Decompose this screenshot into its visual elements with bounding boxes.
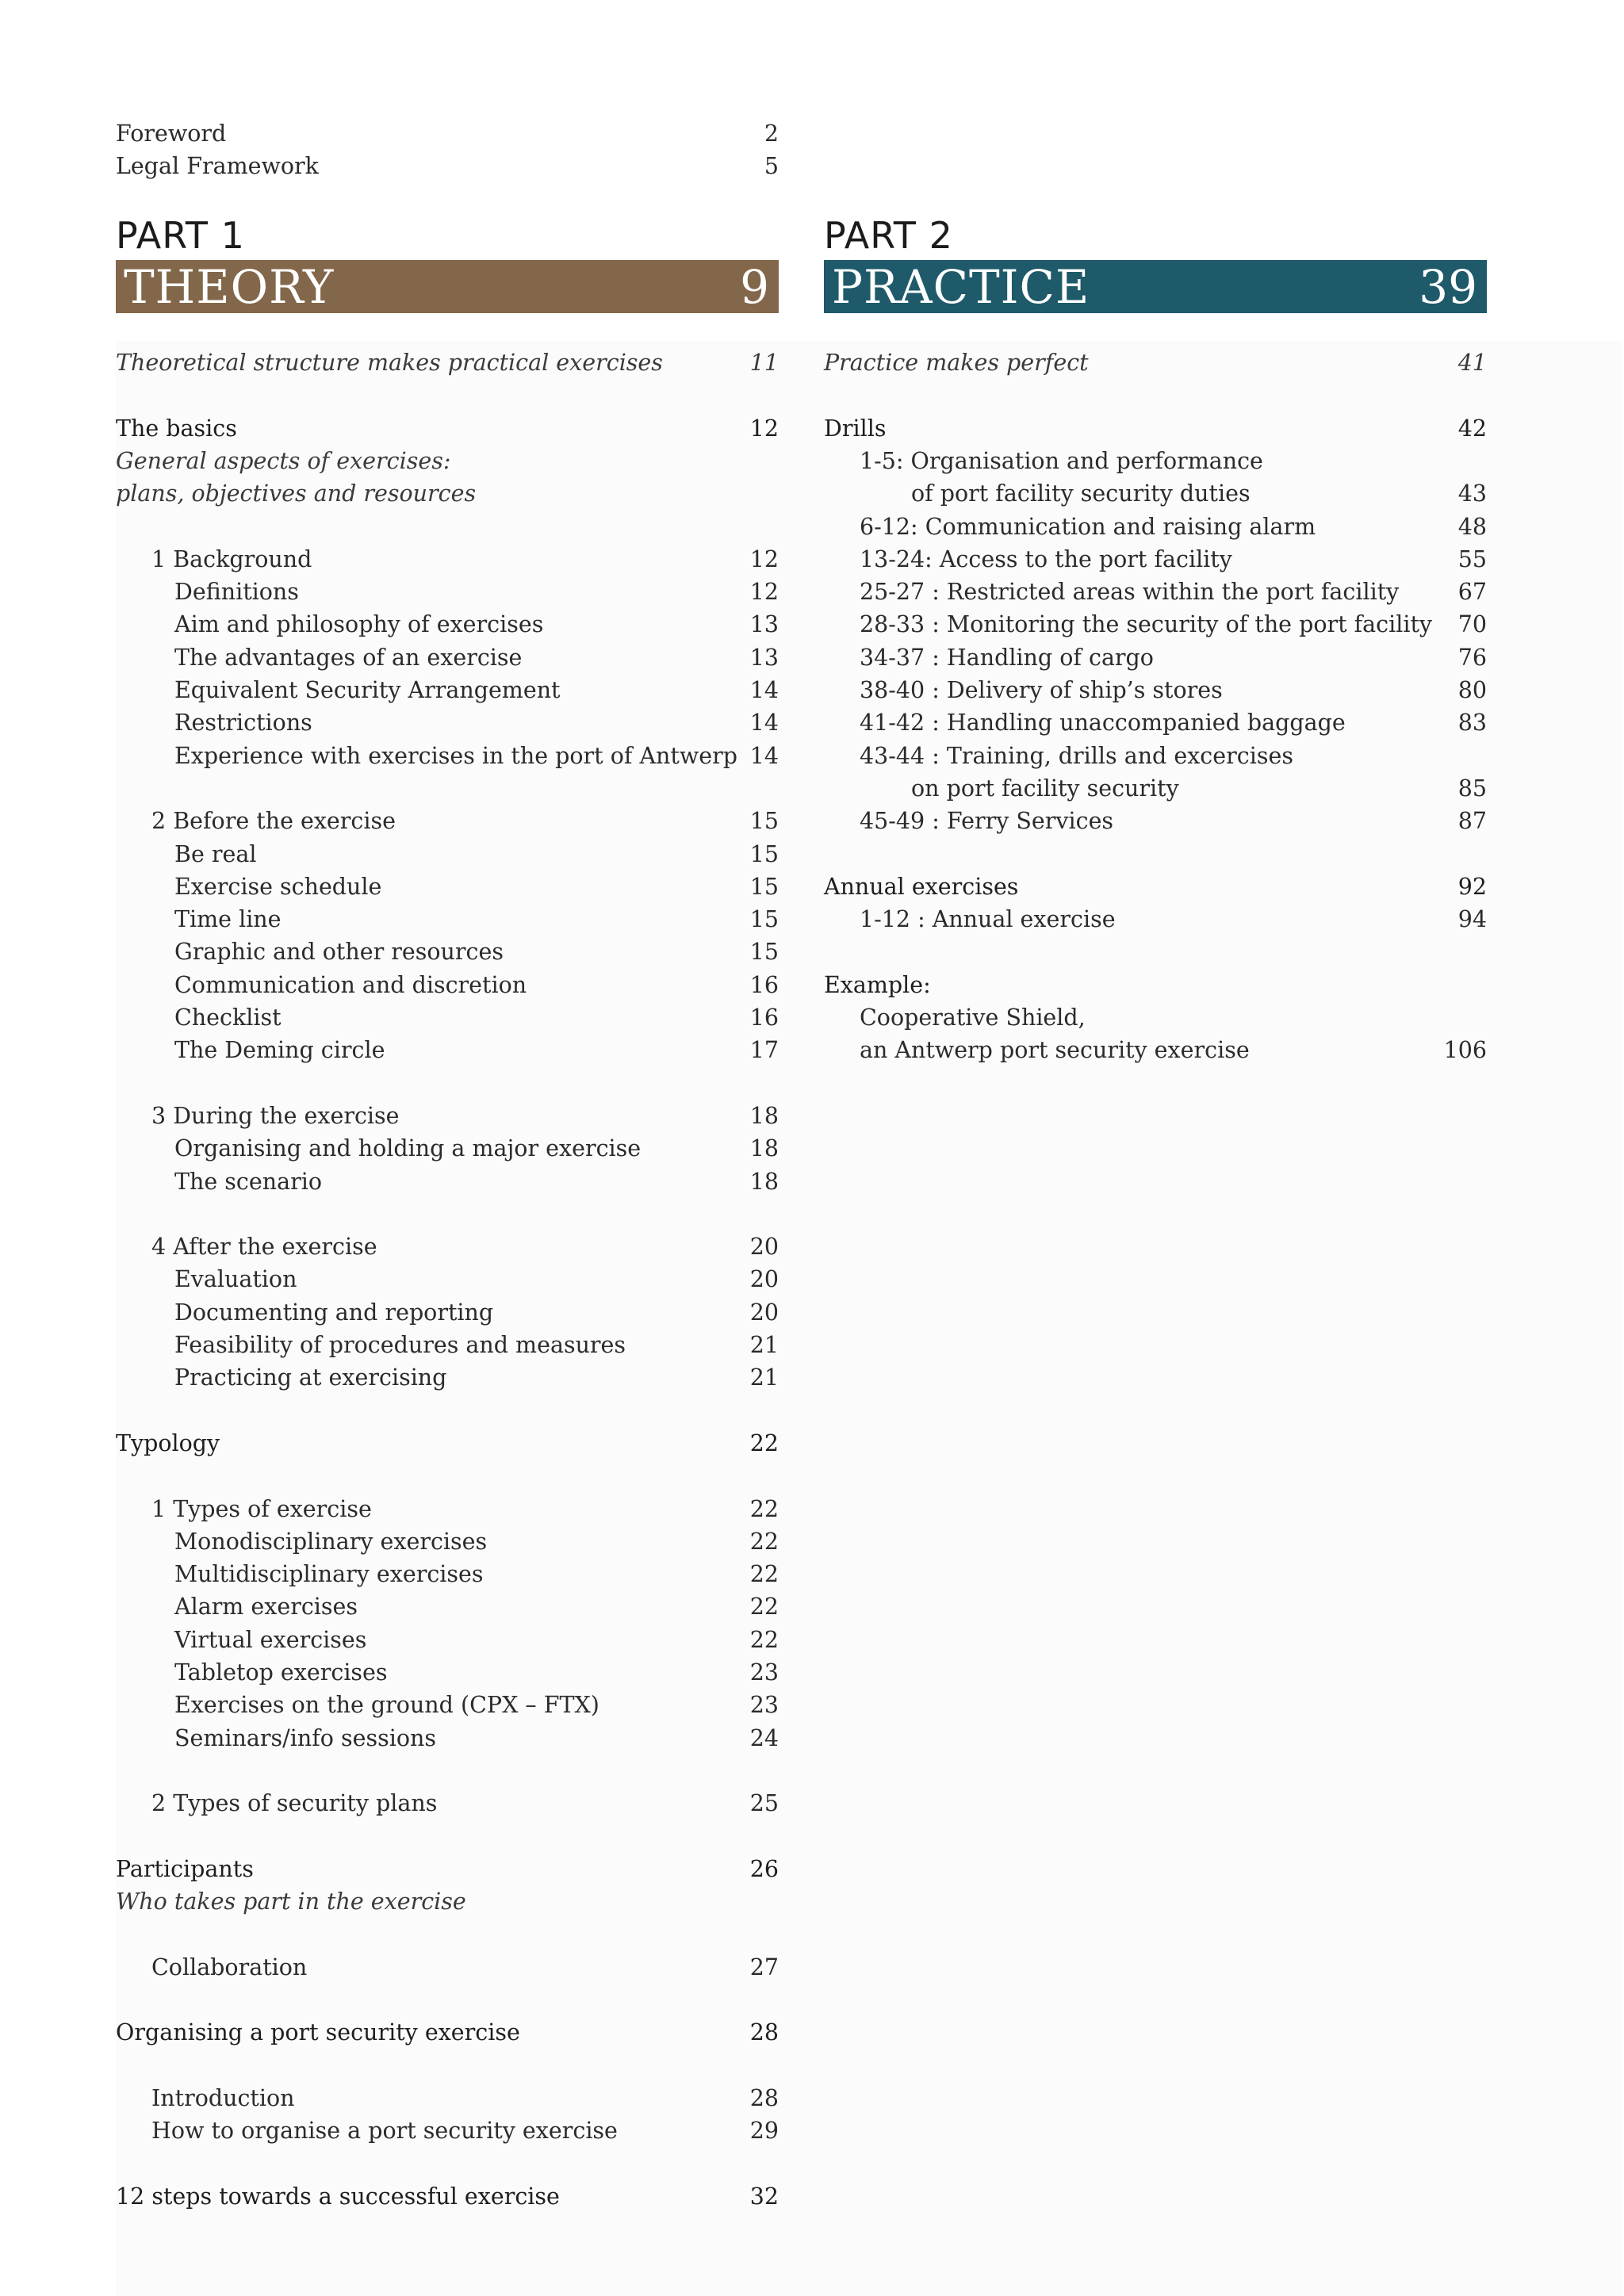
- toc-entry[interactable]: [116, 412, 779, 445]
- part2-page-number: 39: [1419, 260, 1477, 314]
- toc-entry-page-number: 23: [749, 1659, 779, 1686]
- toc-entry[interactable]: [116, 1525, 779, 1558]
- toc-entry[interactable]: [824, 641, 1487, 674]
- part2-title: PRACTICE: [832, 260, 1090, 314]
- toc-entry[interactable]: [116, 1100, 779, 1132]
- toc-entry[interactable]: [116, 1132, 779, 1165]
- toc-entry[interactable]: [824, 1001, 1487, 1034]
- toc-entry-title: 13-24: Access to the port facility: [860, 545, 1232, 572]
- toc-entry[interactable]: [116, 1001, 779, 1034]
- toc-entry[interactable]: [116, 2082, 779, 2114]
- toc-entry-title: Definitions: [174, 579, 299, 606]
- toc-entry-title: Tabletop exercises: [174, 1659, 388, 1686]
- part1-page-number: 9: [740, 260, 769, 314]
- toc-entry-title: The advantages of an exercise: [174, 644, 523, 671]
- toc-entry[interactable]: [824, 969, 1487, 1001]
- toc-entry[interactable]: [116, 1656, 779, 1689]
- toc-entry-page-number: 26: [749, 1855, 779, 1882]
- toc-entry[interactable]: [116, 1361, 779, 1394]
- toc-entry-page-number: 67: [1457, 579, 1487, 606]
- toc-entry-page-number: 18: [749, 1102, 779, 1129]
- toc-entry[interactable]: [824, 1034, 1487, 1066]
- toc-entry[interactable]: [116, 346, 779, 379]
- toc-entry-title: 12 steps towards a successful exercise: [116, 2183, 560, 2210]
- toc-entry-page-number: 11: [749, 350, 779, 376]
- toc-entry-title: Multidisciplinary exercises: [174, 1561, 484, 1588]
- toc-entry-page-number: 20: [749, 1234, 779, 1261]
- toc-entry-title: 38-40 : Delivery of ship’s stores: [860, 677, 1223, 703]
- toc-entry-title: Equivalent Security Arrangement: [174, 677, 561, 703]
- toc-entry-page-number: 23: [749, 1692, 779, 1719]
- toc-entry-page-number: 21: [749, 1332, 779, 1358]
- toc-entry[interactable]: [824, 740, 1487, 772]
- toc-entry-page-number: 87: [1457, 808, 1487, 835]
- toc-entry[interactable]: [116, 1624, 779, 1656]
- toc-entry-page-number: 20: [749, 1266, 779, 1293]
- toc-entry-title: 34-37 : Handling of cargo: [860, 644, 1154, 671]
- toc-entry-page-number: 27: [749, 1954, 779, 1980]
- toc-entry[interactable]: [116, 1165, 779, 1198]
- toc-entry-page-number: 15: [749, 840, 779, 867]
- toc-entry-title: Foreword: [116, 121, 227, 147]
- toc-entry[interactable]: [824, 346, 1487, 379]
- toc-entry-page-number: 15: [749, 906, 779, 933]
- toc-entry[interactable]: [116, 117, 779, 150]
- toc-entry-page-number: 70: [1457, 611, 1487, 638]
- toc-entry-page-number: 12: [749, 415, 779, 442]
- toc-entry-title: Drills: [824, 415, 887, 442]
- toc-entry[interactable]: [824, 412, 1487, 445]
- toc-entry[interactable]: [116, 2180, 779, 2213]
- toc-entry-title: Communication and discretion: [174, 971, 527, 998]
- toc-entry-title: The basics: [116, 415, 237, 442]
- toc-entry-page-number: 14: [749, 710, 779, 737]
- toc-entry-title: Monodisciplinary exercises: [174, 1528, 488, 1555]
- toc-entry-page-number: 15: [749, 939, 779, 966]
- toc-entry[interactable]: [116, 1230, 779, 1263]
- toc-entry[interactable]: [116, 1885, 779, 1918]
- toc-entry-title: plans, objectives and resources: [116, 480, 477, 507]
- toc-entry-title: The scenario: [174, 1168, 322, 1195]
- toc-entry-title: 43-44 : Training, drills and excercises: [860, 742, 1293, 769]
- toc-entry[interactable]: [116, 2016, 779, 2049]
- toc-entry[interactable]: [824, 674, 1487, 706]
- toc-entry-page-number: 85: [1457, 775, 1487, 802]
- toc-entry-title: 1 Types of exercise: [151, 1495, 372, 1522]
- toc-entry[interactable]: [116, 641, 779, 674]
- toc-entry-title: Time line: [174, 906, 282, 933]
- toc-entry[interactable]: [116, 1296, 779, 1329]
- toc-entry-page-number: 17: [749, 1037, 779, 1064]
- toc-entry-page-number: 5: [764, 153, 779, 180]
- toc-entry-title: on port facility security: [911, 775, 1179, 802]
- part1-label: PART 1: [116, 214, 245, 257]
- toc-entry[interactable]: [824, 511, 1487, 543]
- toc-entry[interactable]: [116, 1034, 779, 1066]
- toc-entry-title: 4 After the exercise: [151, 1234, 377, 1261]
- toc-entry[interactable]: [116, 150, 779, 182]
- toc-entry-title: 6-12: Communication and raising alarm: [860, 513, 1316, 540]
- toc-entry-page-number: 22: [749, 1528, 779, 1555]
- toc-entry[interactable]: [116, 969, 779, 1001]
- toc-entry[interactable]: [116, 1951, 779, 1984]
- toc-entry[interactable]: [824, 608, 1487, 641]
- toc-entry-title: Practicing at exercising: [174, 1364, 447, 1391]
- toc-entry[interactable]: [116, 1558, 779, 1590]
- toc-entry-page-number: 48: [1457, 513, 1487, 540]
- toc-entry-title: Checklist: [174, 1004, 282, 1031]
- toc-entry-title: 1 Background: [151, 545, 312, 572]
- toc-entry[interactable]: [116, 706, 779, 739]
- toc-entry[interactable]: [824, 805, 1487, 837]
- toc-entry[interactable]: [116, 1263, 779, 1295]
- toc-entry-title: Legal Framework: [116, 153, 319, 180]
- toc-entry-title: Graphic and other resources: [174, 939, 504, 966]
- toc-entry-title: Cooperative Shield,: [860, 1004, 1086, 1031]
- part2-label: PART 2: [824, 214, 953, 257]
- toc-entry-title: Example:: [824, 971, 931, 998]
- toc-entry-page-number: 21: [749, 1364, 779, 1391]
- toc-entry-page-number: 25: [749, 1790, 779, 1817]
- toc-entry-page-number: 20: [749, 1299, 779, 1326]
- toc-entry[interactable]: [116, 477, 779, 510]
- toc-entry-title: Restrictions: [174, 710, 312, 737]
- toc-entry[interactable]: [116, 543, 779, 576]
- toc-entry-page-number: 12: [749, 579, 779, 606]
- toc-entry[interactable]: [116, 1689, 779, 1721]
- toc-entry-page-number: 43: [1457, 480, 1487, 507]
- toc-entry-title: Collaboration: [151, 1954, 308, 1980]
- toc-entry-page-number: 18: [749, 1135, 779, 1162]
- toc-entry-page-number: 16: [749, 1004, 779, 1031]
- toc-entry-page-number: 28: [749, 2084, 779, 2111]
- toc-entry-page-number: 92: [1457, 873, 1487, 900]
- toc-entry-title: Typology: [116, 1429, 220, 1456]
- toc-entry-page-number: 41: [1457, 350, 1487, 376]
- toc-entry-page-number: 94: [1457, 906, 1487, 933]
- toc-entry-title: 45-49 : Ferry Services: [860, 808, 1114, 835]
- toc-entry-title: General aspects of exercises:: [116, 447, 451, 474]
- toc-entry-title: Participants: [116, 1855, 254, 1882]
- toc-entry-title: Experience with exercises in the port of Antwerp: [174, 742, 737, 769]
- toc-entry-title: Organising a port security exercise: [116, 2019, 520, 2046]
- toc-entry-page-number: 13: [749, 611, 779, 638]
- toc-entry-page-number: 76: [1457, 644, 1487, 671]
- toc-entry[interactable]: [824, 772, 1487, 805]
- toc-entry[interactable]: [116, 1493, 779, 1525]
- toc-entry-page-number: 83: [1457, 710, 1487, 737]
- toc-entry-title: Seminars/info sessions: [174, 1724, 436, 1751]
- toc-entry-title: Feasibility of procedures and measures: [174, 1332, 626, 1358]
- toc-entry-title: Practice makes perfect: [824, 350, 1089, 376]
- toc-entry[interactable]: [116, 674, 779, 706]
- toc-entry-page-number: 15: [749, 808, 779, 835]
- toc-entry[interactable]: [824, 576, 1487, 608]
- toc-entry-page-number: 42: [1457, 415, 1487, 442]
- toc-entry[interactable]: [116, 1427, 779, 1460]
- toc-entry-title: How to organise a port security exercise: [151, 2118, 618, 2145]
- toc-entry-title: Aim and philosophy of exercises: [174, 611, 544, 638]
- toc-entry[interactable]: [824, 871, 1487, 903]
- toc-entry-page-number: 22: [749, 1594, 779, 1621]
- toc-entry-page-number: 80: [1457, 677, 1487, 703]
- toc-entry-title: Be real: [174, 840, 257, 867]
- toc-entry-page-number: 106: [1443, 1037, 1487, 1064]
- toc-entry-title: 25-27 : Restricted areas within the port facility: [860, 579, 1400, 606]
- toc-entry-title: Theoretical structure makes practical exercises: [116, 350, 663, 376]
- toc-entry-title: 2 Before the exercise: [151, 808, 396, 835]
- toc-entry[interactable]: [116, 1329, 779, 1361]
- toc-entry-title: Who takes part in the exercise: [116, 1888, 466, 1915]
- toc-entry[interactable]: [116, 871, 779, 903]
- toc-entry-title: Organising and holding a major exercise: [174, 1135, 642, 1162]
- toc-entry[interactable]: [824, 543, 1487, 576]
- toc-entry[interactable]: [824, 706, 1487, 739]
- toc-entry[interactable]: [116, 608, 779, 641]
- toc-entry[interactable]: [116, 445, 779, 477]
- toc-entry-title: Evaluation: [174, 1266, 297, 1293]
- toc-entry-page-number: 22: [749, 1495, 779, 1522]
- toc-entry[interactable]: [116, 1722, 779, 1755]
- part2-title-band[interactable]: [824, 260, 1487, 313]
- toc-entry[interactable]: [824, 445, 1487, 477]
- toc-entry[interactable]: [116, 1787, 779, 1820]
- toc-entry-page-number: 2: [764, 121, 779, 147]
- toc-entry-title: Introduction: [151, 2084, 295, 2111]
- toc-entry-page-number: 16: [749, 971, 779, 998]
- toc-entry-title: Exercises on the ground (CPX – FTX): [174, 1692, 599, 1719]
- toc-entry[interactable]: [116, 2114, 779, 2147]
- toc-entry-title: The Deming circle: [174, 1037, 385, 1064]
- toc-entry[interactable]: [824, 903, 1487, 936]
- toc-entry-page-number: 22: [749, 1429, 779, 1456]
- part1-title: THEORY: [124, 260, 335, 314]
- toc-entry-title: Exercise schedule: [174, 873, 382, 900]
- toc-entry-page-number: 14: [749, 677, 779, 703]
- toc-entry-page-number: 13: [749, 644, 779, 671]
- toc-entry[interactable]: [116, 1853, 779, 1885]
- toc-entry-title: Alarm exercises: [174, 1594, 358, 1621]
- toc-entry[interactable]: [116, 576, 779, 608]
- toc-entry[interactable]: [824, 477, 1487, 510]
- toc-entry-title: Documenting and reporting: [174, 1299, 494, 1326]
- toc-entry[interactable]: [116, 936, 779, 968]
- toc-entry-page-number: 28: [749, 2019, 779, 2046]
- toc-entry[interactable]: [116, 903, 779, 936]
- toc-entry-title: Virtual exercises: [174, 1626, 367, 1653]
- toc-entry-page-number: 24: [749, 1724, 779, 1751]
- toc-entry-title: 3 During the exercise: [151, 1102, 400, 1129]
- toc-entry-page-number: 22: [749, 1561, 779, 1588]
- toc-entry[interactable]: [116, 805, 779, 837]
- toc-entry-page-number: 32: [749, 2183, 779, 2210]
- toc-entry-title: 28-33 : Monitoring the security of the port facility: [860, 611, 1433, 638]
- toc-entry-page-number: 18: [749, 1168, 779, 1195]
- toc-entry-title: 1-12 : Annual exercise: [860, 906, 1116, 933]
- toc-entry-page-number: 15: [749, 873, 779, 900]
- toc-entry[interactable]: [116, 1590, 779, 1623]
- toc-entry-page-number: 55: [1457, 545, 1487, 572]
- toc-entry-title: 2 Types of security plans: [151, 1790, 438, 1817]
- toc-entry-title: an Antwerp port security exercise: [860, 1037, 1250, 1064]
- toc-entry[interactable]: [116, 740, 779, 772]
- part1-title-band[interactable]: [116, 260, 779, 313]
- toc-entry-page-number: 14: [749, 742, 779, 769]
- toc-entry-title: of port facility security duties: [911, 480, 1251, 507]
- toc-entry[interactable]: [116, 838, 779, 871]
- toc-entry-title: 41-42 : Handling unaccompanied baggage: [860, 710, 1346, 737]
- toc-entry-page-number: 29: [749, 2118, 779, 2145]
- toc-entry-page-number: 22: [749, 1626, 779, 1653]
- toc-entry-title: Annual exercises: [824, 873, 1019, 900]
- toc-entry-title: 1-5: Organisation and performance: [860, 447, 1263, 474]
- toc-entry-page-number: 12: [749, 545, 779, 572]
